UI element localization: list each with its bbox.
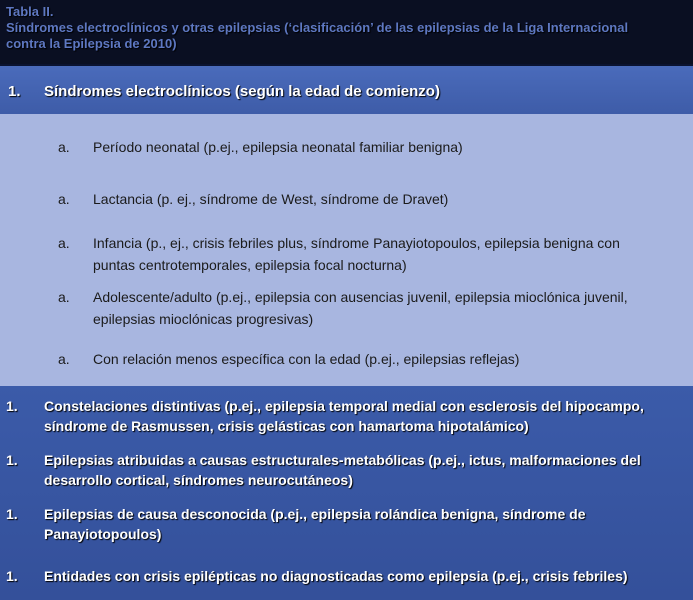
table-caption-line-2: contra la Epilepsia de 2010)	[6, 36, 177, 51]
table-caption-line-1: Síndromes electroclínicos y otras epilepsias (‘clasificación’ de las epilepsias de la Liga Internacional	[6, 20, 629, 35]
sub-item-text: Adolescente/adulto (p.ej., epilepsia con ausencias juvenil, epilepsia mioclónica juvenil, epilepsias mioclónicas progresivas)	[93, 289, 628, 327]
sub-item-letter: a.	[58, 191, 70, 207]
item-text: Constelaciones distintivas (p.ej., epilepsia temporal medial con esclerosis del hipocampo, síndrome de Rasmussen, crisis gelásticas con hamartoma hipotalámico)	[44, 398, 644, 434]
sub-item-text: Infancia (p., ej., crisis febriles plus, síndrome Panayiotopoulos, epilepsia benigna con puntas centrotemporales, epilepsia focal nocturna)	[93, 235, 620, 273]
item-text: Síndromes electroclínicos (según la edad de comienzo)	[44, 83, 440, 100]
section-electroclinical-syndromes	[0, 66, 693, 114]
sub-item-letter: a.	[58, 139, 70, 155]
sub-item-letter: a.	[58, 351, 70, 367]
sub-items-block	[0, 114, 693, 386]
table-header	[0, 0, 693, 64]
sub-item-text: Período neonatal (p.ej., epilepsia neonatal familiar benigna)	[93, 139, 463, 155]
lower-items-block	[0, 386, 693, 600]
item-number: 1.	[8, 83, 21, 100]
sub-item-letter: a.	[58, 289, 70, 305]
sub-item-text: Con relación menos específica con la edad (p.ej., epilepsias reflejas)	[93, 351, 520, 367]
item-number: 1.	[6, 568, 18, 584]
sub-item-letter: a.	[58, 235, 70, 251]
item-text: Entidades con crisis epilépticas no diagnosticadas como epilepsia (p.ej., crisis febriles)	[44, 568, 628, 584]
item-number: 1.	[6, 506, 18, 522]
table-title: Tabla II.	[6, 4, 54, 19]
sub-item-text: Lactancia (p. ej., síndrome de West, síndrome de Dravet)	[93, 191, 449, 207]
item-text: Epilepsias atribuidas a causas estructurales-metabólicas (p.ej., ictus, malformaciones del desarrollo cortical, síndromes neurocutáneos)	[44, 452, 641, 488]
item-number: 1.	[6, 452, 18, 468]
item-number: 1.	[6, 398, 18, 414]
item-text: Epilepsias de causa desconocida (p.ej., epilepsia rolándica benigna, síndrome de Panayiotopoulos)	[44, 506, 586, 542]
